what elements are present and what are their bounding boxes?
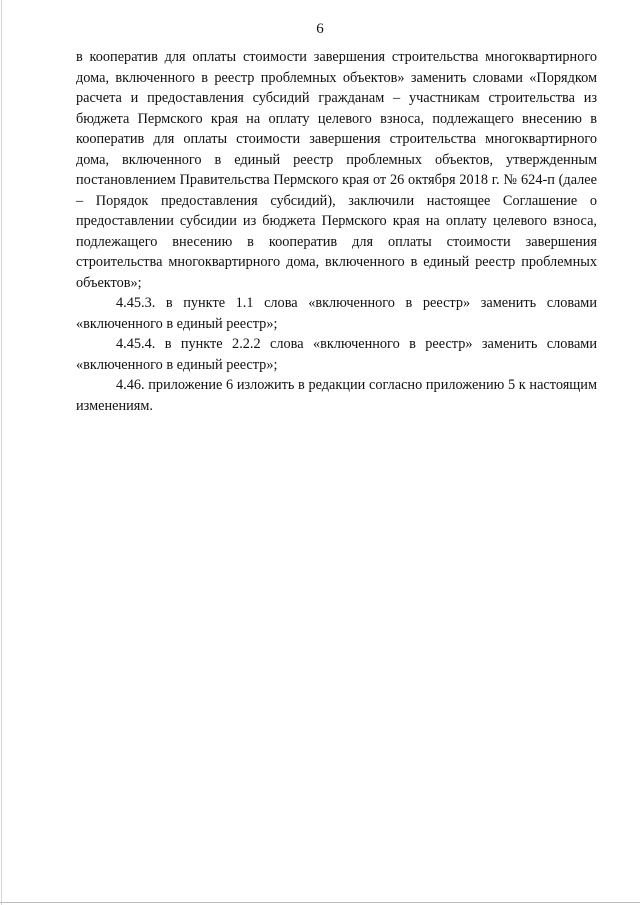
scan-bottom-edge: [0, 902, 640, 903]
paragraph-continuation: в кооператив для оплаты стоимости завершения строительства многоквартирного дома, включенного в реестр проблемных объектов» заменить словами «Порядком расчета и предоставления субсидий гражданам – участникам строительства из бюджета Пермского края на оплату целевого взноса, подлежащего внесению в кооператив для оплаты стоимости завершения строительства многоквартирного дома, включенного в единый реестр проблемных объектов, утвержденным постановлением Правительства Пермского края от 26 октября 2018 г. № 624-п (далее – Порядок предоставления субсидий), заключили настоящее Соглашение о предоставлении субсидии из бюджета Пермского края на оплату целевого взноса, подлежащего внесению в кооператив для оплаты стоимости завершения строительства многоквартирного дома, включенного в единый реестр проблемных объектов»;: [76, 49, 597, 291]
page-number: 6: [316, 21, 324, 37]
scan-left-edge: [1, 0, 2, 905]
paragraph-item-4-45-4: 4.45.4. в пункте 2.2.2 слова «включенного в реестр» заменить словами «включенного в единый реестр»;: [76, 336, 597, 373]
paragraph-item-4-45-3: 4.45.3. в пункте 1.1 слова «включенного в реестр» заменить словами «включенного в единый реестр»;: [76, 295, 597, 332]
paragraph-item-4-46: 4.46. приложение 6 изложить в редакции согласно приложению 5 к настоящим изменениям.: [76, 377, 597, 414]
document-body: [76, 47, 597, 416]
